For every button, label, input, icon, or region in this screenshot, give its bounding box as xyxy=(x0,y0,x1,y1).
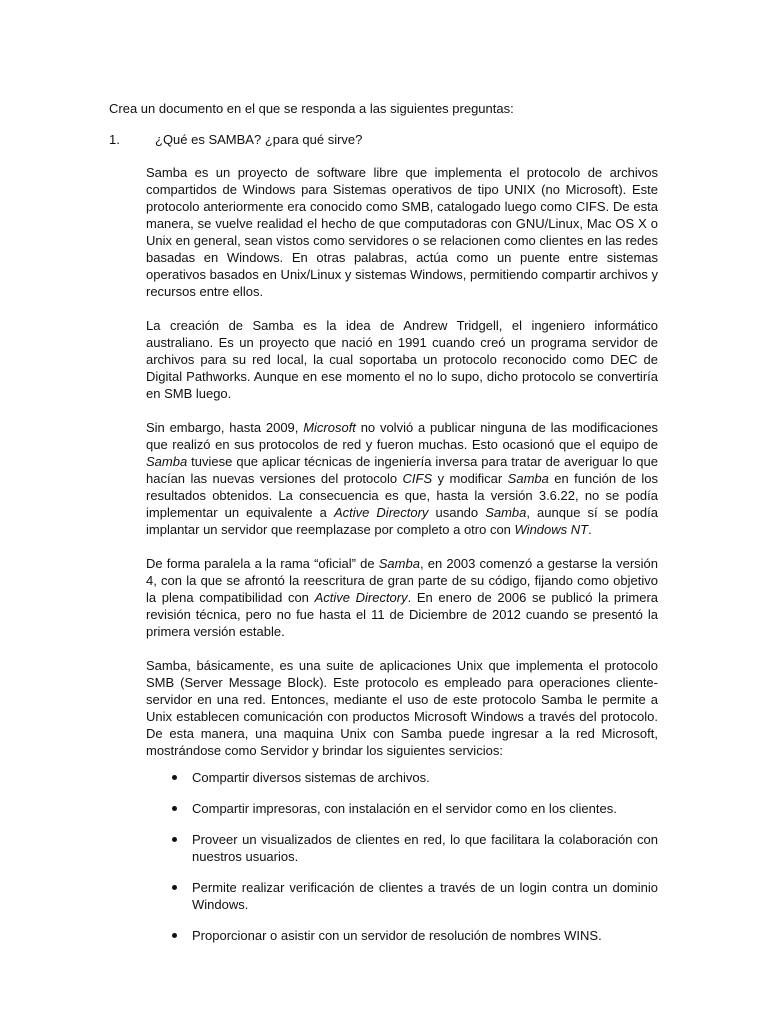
bullet-icon xyxy=(172,775,177,780)
list-item: Compartir diversos sistemas de archivos. xyxy=(146,769,658,786)
list-item: Permite realizar verificación de clientes a través de un login contra un dominio Windows. xyxy=(146,879,658,913)
bullet-icon xyxy=(172,837,177,842)
list-item: Proveer un visualizados de clientes en red, lo que facilitara la colaboración con nuestros usuarios. xyxy=(146,831,658,865)
list-item: Proporcionar o asistir con un servidor de resolución de nombres WINS. xyxy=(146,927,658,944)
services-list xyxy=(146,769,658,944)
paragraph-1: Samba es un proyecto de software libre que implementa el protocolo de archivos compartidos de Windows para Sistemas operativos de tipo UNIX (no Microsoft). Este protocolo anteriormente era conocido como SMB, catalogado luego como CIFS. De esta manera, se vuelve realidad el hecho de que computadoras con GNU/Linux, Mac OS X o Unix en general, sean vistos como servidores o se relacionen como clientes en las redes basadas en Windows. En otras palabras, actúa como un puente entre sistemas operativos basados en Unix/Linux y sistemas Windows, permitiendo compartir archivos y recursos entre ellos. xyxy=(146,165,658,299)
bullet-icon xyxy=(172,885,177,890)
paragraph-5: Samba, básicamente, es una suite de aplicaciones Unix que implementa el protocolo SMB (Server Message Block). Este protocolo es empleado para operaciones cliente-servidor en una red. Entonces, mediante el uso de este protocolo Samba le permite a Unix establecen comunicación con productos Microsoft Windows a través del protocolo. De esta manera, una maquina Unix con Samba puede ingresar a la red Microsoft, mostrándose como Servidor y brindar los siguientes servicios: xyxy=(146,658,658,758)
list-item: Compartir impresoras, con instalación en el servidor como en los clientes. xyxy=(146,800,658,817)
bullet-icon xyxy=(172,933,177,938)
paragraph-4: De forma paralela a la rama “oficial” de Samba, en 2003 comenzó a gestarse la versión 4, con la que se afrontó la reescritura de gran parte de su código, fijando como objetivo la plena compatibilidad con Active Directory. En enero de 2006 se publicó la primera revisión técnica, pero no fue hasta el 11 de Diciembre de 2012 cuando se presentó la primera versión estable. xyxy=(146,556,659,639)
question-number: 1. xyxy=(109,132,120,147)
bullet-icon xyxy=(172,806,177,811)
intro-line: Crea un documento en el que se responda a las siguientes preguntas: xyxy=(109,101,514,116)
paragraph-2: La creación de Samba es la idea de Andrew Tridgell, el ingeniero informático australiano. Es un proyecto que nació en 1991 cuando creó un programa servidor de archivos para su red local, la cual soportaba un protocolo reconocido como DEC de Digital Pathworks. Aunque en ese momento el no lo supo, dicho protocolo se convertiría en SMB luego. xyxy=(146,318,658,401)
question-title: ¿Qué es SAMBA? ¿para qué sirve? xyxy=(155,132,363,147)
answer-body xyxy=(146,164,658,958)
paragraph-3: Sin embargo, hasta 2009, Microsoft no volvió a publicar ninguna de las modificaciones que realizó en sus protocolos de red y fueron muchas. Esto ocasionó que el equipo de Samba tuviese que aplicar técnicas de ingeniería inversa para tratar de averiguar lo que hacían las nuevas versiones del protocolo CIFS y modificar Samba en función de los resultados obtenidos. La consecuencia es que, hasta la versión 3.6.22, no se podía implementar un equivalente a Active Directory usando Samba, aunque sí se podía implantar un servidor que reemplazase por completo a otro con Windows NT. xyxy=(146,420,659,537)
